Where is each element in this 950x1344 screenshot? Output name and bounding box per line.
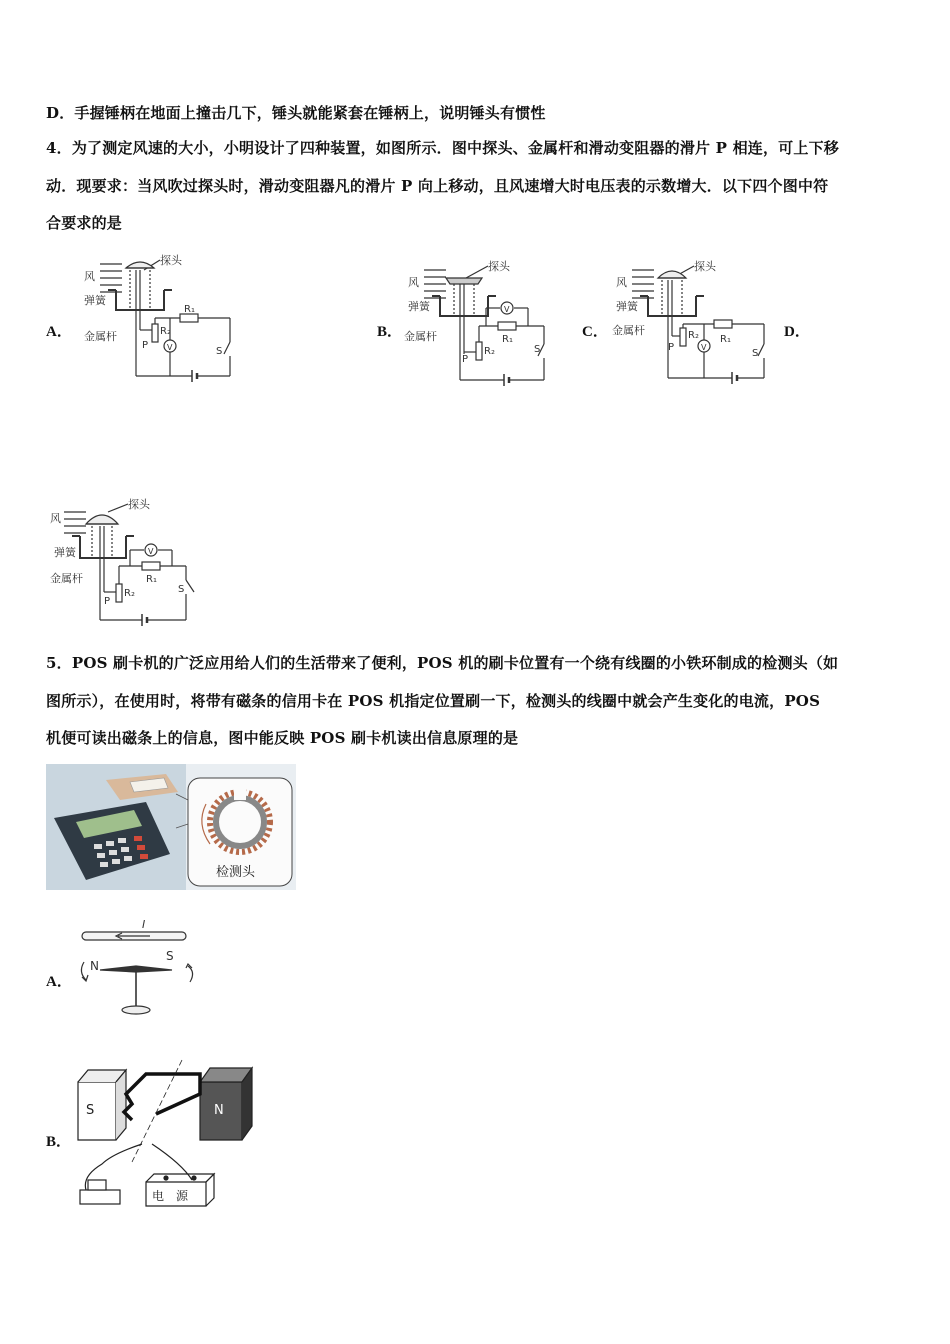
r1-label: R₁	[720, 334, 731, 345]
question-4-line-3: 合要求的是	[46, 214, 123, 232]
question-4-line-1: 4．为了测定风速的大小，小明设计了四种装置，如图所示．图中探头、金属杆和滑动变阻器的滑片 P 相连，可上下移	[46, 139, 839, 157]
q5-option-b-label: B．	[46, 1134, 72, 1150]
wire-compass-figure	[70, 914, 210, 1028]
slider-label: P	[668, 342, 675, 353]
r2-label: R₂	[484, 346, 495, 357]
switch-label: S	[534, 344, 541, 355]
wind-label: 风	[408, 276, 419, 289]
question-5-line-3: 机便可读出磁条上的信息，图中能反映 POS 刷卡机读出信息原理的是	[46, 729, 519, 747]
rod-label: 金属杆	[404, 330, 437, 343]
wind-label: 风	[84, 270, 95, 283]
spring-label: 弹簧	[54, 546, 76, 559]
switch-base	[80, 1190, 120, 1204]
coil-loop	[124, 1074, 200, 1120]
option-d-statement: D．手握锤柄在地面上撞击几下，锤头就能紧套在锤柄上，说明锤头有惯性	[46, 104, 546, 122]
voltmeter-label: V	[504, 305, 510, 314]
switch-label: S	[216, 346, 223, 357]
slider-label: P	[142, 340, 149, 351]
r2-label: R₂	[124, 588, 135, 599]
wind-label: 风	[50, 512, 61, 525]
power-supply-label: 电 源	[152, 1189, 189, 1203]
probe-label: 探头	[694, 260, 716, 273]
voltmeter-label: V	[701, 343, 707, 352]
probe-label: 探头	[488, 260, 510, 273]
magnetic-needle	[100, 966, 172, 972]
switch-label: S	[752, 348, 759, 359]
detector-label: 检测头	[216, 865, 256, 880]
r2-label: R₂	[688, 330, 699, 341]
circuit-diagram-c	[612, 256, 782, 395]
rod-label: 金属杆	[84, 330, 117, 343]
q5-option-a-label: A．	[46, 974, 72, 990]
q4-option-c-label: C．	[582, 324, 608, 340]
voltmeter-label: V	[148, 547, 154, 556]
north-label: N	[90, 959, 99, 973]
spring-label: 弹簧	[616, 300, 638, 313]
r1-label: R₁	[502, 334, 513, 345]
pos-machine-figure	[46, 764, 296, 894]
probe-label: 探头	[128, 498, 150, 511]
slider-label: P	[104, 596, 111, 607]
rotation-arrow-right	[188, 966, 193, 982]
q4-option-d-label: D．	[784, 324, 810, 340]
spring-label: 弹簧	[408, 300, 430, 313]
probe-label: 探头	[160, 254, 182, 267]
r1-label: R₁	[146, 574, 157, 585]
south-label: S	[166, 949, 174, 963]
current-label: I	[142, 918, 146, 931]
slider-label: P	[462, 354, 469, 365]
motor-figure	[72, 1054, 262, 1218]
wind-arrows	[100, 264, 122, 292]
rod-label: 金属杆	[50, 572, 83, 585]
wind-label: 风	[616, 276, 627, 289]
switch-label: S	[178, 584, 185, 595]
voltmeter-label: V	[167, 343, 173, 352]
needle-stand	[122, 1006, 150, 1014]
r1-label: R₁	[184, 304, 195, 315]
q4-option-b-label: B．	[377, 324, 403, 340]
rod-label: 金属杆	[612, 324, 645, 337]
question-4-line-2: 动．现要求：当风吹过探头时，滑动变阻器凡的滑片 P 向上移动，且风速增大时电压表的示数增大．以下四个图中符	[46, 177, 829, 195]
question-5-line-1: 5．POS 刷卡机的广泛应用给人们的生活带来了便利，POS 机的刷卡位置有一个绕有线圈的小铁环制成的检测头（如	[46, 654, 839, 672]
q4-option-a-label: A．	[46, 324, 72, 340]
circuit-diagram-a	[80, 250, 250, 389]
spring-label: 弹簧	[84, 294, 106, 307]
north-pole-label: N	[214, 1103, 224, 1118]
circuit-diagram-d	[46, 496, 216, 635]
south-pole-label: S	[86, 1103, 95, 1118]
circuit-diagram-b	[404, 256, 574, 395]
magnet-south	[78, 1082, 116, 1140]
question-5-line-2: 图所示），在使用时，将带有磁条的信用卡在 POS 机指定位置刷一下，检测头的线圈中就会产生变化的电流，POS	[46, 692, 821, 710]
r2-label: R₂	[160, 326, 171, 337]
